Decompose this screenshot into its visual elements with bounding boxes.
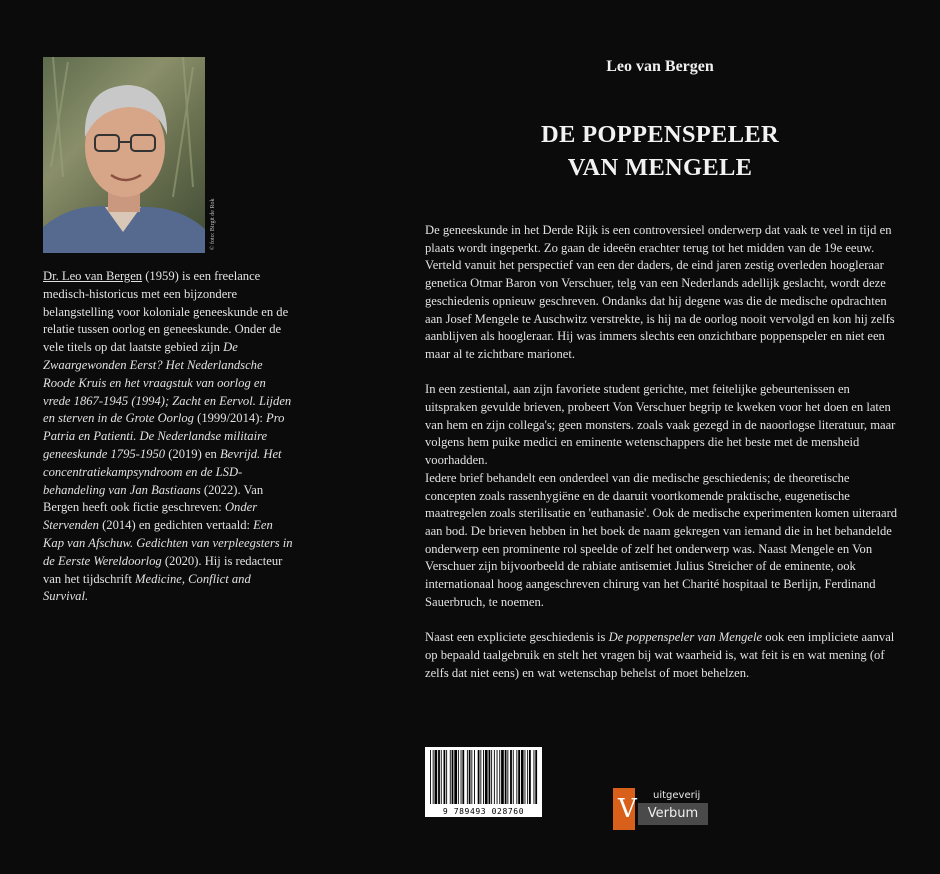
barcode-bar [521, 750, 524, 804]
barcode-bar [467, 750, 468, 804]
author-name: Leo van Bergen [606, 58, 714, 75]
barcode-bar [529, 750, 531, 804]
blurb-paragraph: Iedere brief behandelt een onderdeel van die medische geschiedenis; de theoretische concepten zoals rassenhygiëne en de daaruit voortkomende praktische, eugenetische maatregelen zoals sterilisatie en 'euthanasie'. Ook de medische experimenten komen uiteraard aan bod. De brieven hebben in het boek de naam gekregen van iemand die in het behandelde onderwerp een prominente rol speelde of zelf het onderwerp was. Naast Mengele en Von Verschuer zijn bijvoorbeeld de rabiate antisemiet Julius Streicher of de eminente, ook internationaal hoog aangeschreven chirurg van het Charité hospitaal te Berlijn, Ferdinand Sauerbruch, te noemen. [425, 470, 898, 609]
barcode-bar [497, 750, 498, 804]
barcode-bar [471, 750, 472, 804]
publisher-logo [613, 788, 708, 830]
barcode-bar [461, 750, 462, 804]
barcode-bar [454, 750, 457, 804]
barcode-bar [480, 750, 481, 804]
barcode-bars [428, 750, 539, 804]
barcode-bar [450, 750, 451, 804]
photo-credit: © foto: Birgit de Rok [210, 198, 216, 250]
barcode-bar [433, 750, 434, 804]
barcode-bar [513, 750, 514, 804]
barcode-bar [535, 750, 537, 804]
barcode-bar [525, 750, 526, 804]
barcode-bar [489, 750, 491, 804]
isbn-barcode [425, 747, 542, 817]
barcode-bar [510, 750, 512, 804]
publisher-prefix: uitgeverij [653, 790, 701, 801]
author-biography: Dr. Leo van Bergen (1959) is een freelance medisch-historicus met een bijzondere belangstelling voor koloniale geneeskunde en de relatie tussen oorlog en geneeskunde. Onder de vele titels op dat laatste gebied zijn De Zwaargewonden Eerst? Het Nederlandsche Roode Kruis en het vraagstuk van oorlog en vrede 1867-1945 (1994); Zacht en Eervol. Lijden en sterven in de Grote Oorlog (1999/2014): Pro Patria en Patienti. De Nederlandse militaire geneeskunde 1795-1950 (2019) en Bevrijd. Het concentratiekampsyndroom en de LSD-behandeling van Jan Bastiaans (2022). Van Bergen heeft ook fictie geschreven: Onder Stervenden (2014) en gedichten vertaald: Een Kap van Afschuw. Gedichten van verpleegsters in de Eerste Wereldoorlog (2020). Hij is redacteur van het tijdschrift Medicine, Conflict and Survival. [43, 269, 293, 604]
barcode-bar [474, 750, 475, 804]
barcode-bar [505, 750, 507, 804]
barcode-bar [516, 750, 517, 804]
bio-name: Dr. Leo van Bergen [43, 269, 143, 283]
book-title [500, 118, 820, 184]
barcode-bar [499, 750, 500, 804]
barcode-bar [534, 750, 535, 804]
barcode-bar [485, 750, 488, 804]
barcode-bar [462, 750, 464, 804]
barcode-bar [507, 750, 508, 804]
barcode-bar [478, 750, 480, 804]
publisher-name: Verbum [638, 803, 708, 825]
barcode-bar [501, 750, 504, 804]
blurb-paragraph: In een zestiental, aan zijn favoriete student gerichte, met feitelijke gebeurtenissen en uitspraken gevulde brieven, probeert Von Verschuer begrip te kweken voor het doen en laten van hem en zijn collega's; geen monsters. zoals vaak gezegd in de naoorlogse literatuur, maar volgens hem puike medici en eminente wetenschappers die het beste met de mensheid voorhadden. [425, 382, 896, 468]
barcode-bar [446, 750, 447, 804]
isbn-number: 9 789493 028760 [442, 807, 525, 816]
barcode-bar [444, 750, 446, 804]
barcode-bar [494, 750, 495, 804]
barcode-bar [483, 750, 484, 804]
barcode-bar [469, 750, 471, 804]
publisher-mark-icon: V [613, 788, 635, 830]
author-photo [43, 57, 205, 253]
title-line-1: DE POPPENSPELER [541, 121, 779, 148]
barcode-bar [491, 750, 492, 804]
blurb-paragraph: Naast een expliciete geschiedenis is De poppenspeler van Mengele ook een impliciete aanval op bepaald taalgebruik en stelt het vragen bij wat waarheid is, wat feit is en wat mening (of zelfs dat niet eens) en wat wetenschap behelst of moet behelzen. [425, 630, 895, 680]
barcode-bar [430, 750, 431, 804]
barcode-bar [438, 750, 440, 804]
barcode-bar [441, 750, 442, 804]
book-blurb [425, 222, 898, 700]
barcode-bar [458, 750, 459, 804]
blurb-paragraph: De geneeskunde in het Derde Rijk is een controversieel onderwerp dat vaak te veel in tijd en plaats wordt ingeperkt. Zo gaan de ideeën erachter terug tot het midden van de 19e eeuw. Verteld vanuit het perspectief van een der daders, de eind jaren zestig overleden hoogleraar genetica Otmar Baron von Verschuer, telg van een Nederlands adellijk geslacht, wordt deze geschiedenis opnieuw geschreven. Ondanks dat hij degene was die de medische opdrachten aan Josef Mengele te Auschwitz verstrekte, is hij na de oorlog nooit vervolgd en kon hij zelfs aanblijven als hoogleraar. Hij was immers slechts een onzichtbare poppenspeler en niet een maar al te zichtbare marionet. [425, 223, 895, 361]
barcode-bar [518, 750, 520, 804]
barcode-bar [527, 750, 528, 804]
barcode-bar [452, 750, 454, 804]
title-line-2: VAN MENGELE [567, 154, 753, 181]
barcode-bar [435, 750, 438, 804]
